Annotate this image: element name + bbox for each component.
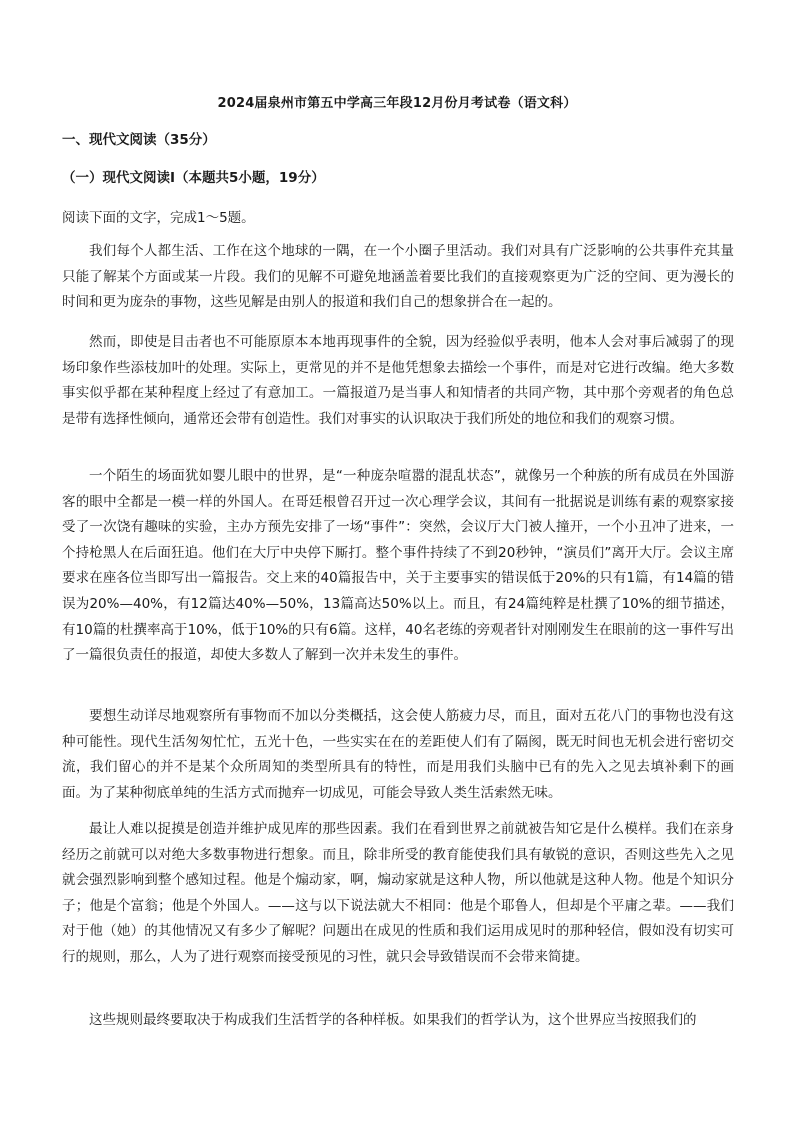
passage-paragraph-4: 要想生动详尽地观察所有事物而不加以分类概括，这会使人筋疲力尽，而且，面对五花八门的事物也没有这种可能性。现代生活匆匆忙忙，五光十色，一些实实在在的差距使人们有了隔阂，既无时间也无机会进行密切交流，我们留心的并不是某个众所周知的类型所具有的特性，而是用我们头脑中已有的先入之见去填补剩下的画面。为了某种彻底单纯的生活方式而抛弃一切成见，可能会导致人类生活索然无味。 [62,708,734,801]
passage-paragraph-6: 这些规则最终要取决于构成我们生活哲学的各种样板。如果我们的哲学认为，这个世界应当按照我们的 [89,1012,697,1028]
reading-instruction: 阅读下面的文字，完成1～5题。 [62,210,255,226]
subsection-heading: （一）现代文阅读Ⅰ（本题共5小题，19分） [62,170,325,186]
section-heading: 一、现代文阅读（35分） [62,132,216,148]
passage-paragraph-2: 然而，即使是目击者也不可能原原本本地再现事件的全貌，因为经验似乎表明，他本人会对事后减弱了的现场印象作些添枝加叶的处理。实际上，更常见的并不是他凭想象去描绘一个事件，而是对它进行改编。绝大多数事实似乎都在某种程度上经过了有意加工。一篇报道乃是当事人和知情者的共同产物，其中那个旁观者的角色总是带有选择性倾向，通常还会带有创造性。我们对事实的认识取决于我们所处的地位和我们的观察习惯。 [62,334,734,427]
passage-paragraph-5: 最让人难以捉摸是创造并维护成见库的那些因素。我们在看到世界之前就被告知它是什么模样。我们在亲身经历之前就可以对绝大多数事物进行想象。而且，除非所受的教育能使我们具有敏锐的意识，否则这些先入之见就会强烈影响到整个感知过程。他是个煽动家，啊，煽动家就是这种人物，所以他就是这种人物。他是个知识分子；他是个富翁；他是个外国人。——这与以下说法就大不相同：他是个耶鲁人，但却是个平庸之辈。——我们对于他（她）的其他情况又有多少了解呢？问题出在成见的性质和我们运用成见时的那种轻信，假如没有切实可行的规则，那么，人为了进行观察而接受预见的习性，就只会导致错误而不会带来简捷。 [62,821,734,965]
passage-paragraph-3: 一个陌生的场面犹如婴儿眼中的世界，是“一种庞杂喧嚣的混乱状态”，就像另一个种族的所有成员在外国游客的眼中全都是一模一样的外国人。在哥廷根曾召开过一次心理学会议，其间有一批据说是训练有素的观察家接受了一次饶有趣味的实验，主办方预先安排了一场“事件”：突然，会议厅大门被人撞开，一个小丑冲了进来，一个持枪黑人在后面狂追。他们在大厅中央停下厮打。整个事件持续了不到20秒钟，“演员们”离开大厅。会议主席要求在座各位当即写出一篇报告。交上来的40篇报告中，关于主要事实的错误低于20%的只有1篇，有14篇的错误为20%—40%，有12篇达40%—50%，13篇高达50%以上。而且，有24篇纯粹是杜撰了10%的细节描述，有10篇的杜撰率高于10%，低于10%的只有6篇。这样，40名老练的旁观者针对刚刚发生在眼前的这一事件写出了一篇很负责任的报道，却使大多数人了解到一次并未发生的事件。 [62,468,734,664]
exam-title: 2024届泉州市第五中学高三年段12月份月考试卷（语文科） [217,96,577,111]
passage-paragraph-1: 我们每个人都生活、工作在这个地球的一隅，在一个小圈子里活动。我们对具有广泛影响的公共事件充其量只能了解某个方面或某一片段。我们的见解不可避免地涵盖着要比我们的直接观察更为广泛的空间、更为漫长的时间和更为庞杂的事物，这些见解是由别人的报道和我们自己的想象拼合在一起的。 [62,243,734,311]
